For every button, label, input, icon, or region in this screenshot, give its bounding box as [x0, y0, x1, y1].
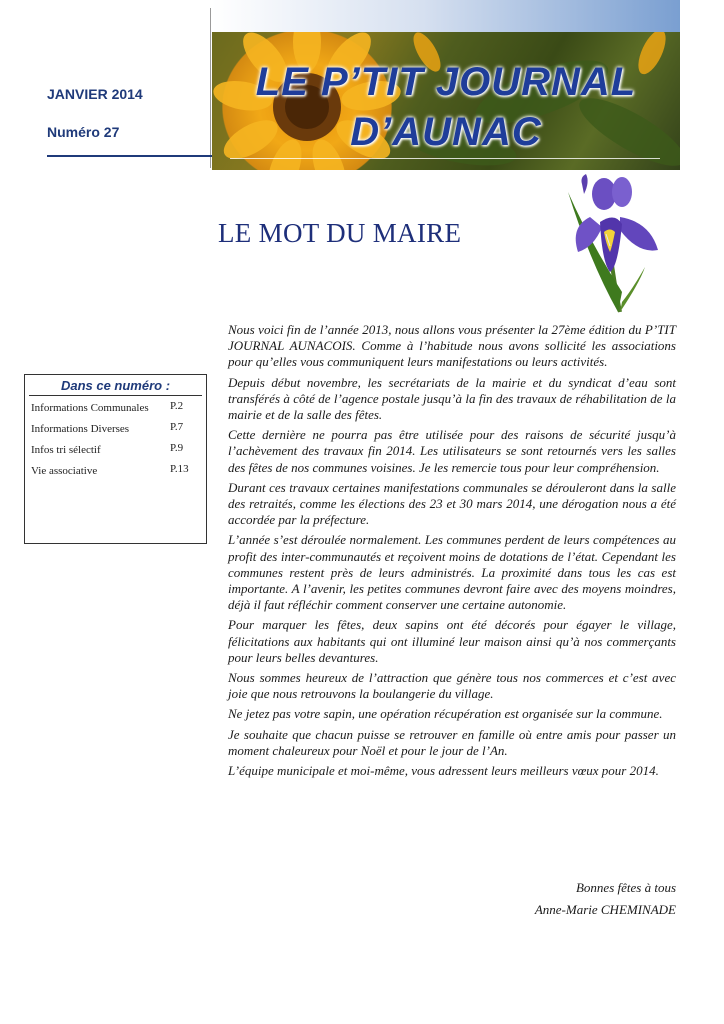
iris-flower-icon — [560, 172, 670, 317]
toc-item-page: P.2 — [170, 400, 184, 412]
title-underline — [230, 158, 660, 159]
toc-item-page: P.13 — [170, 463, 189, 475]
letter-paragraph: Cette dernière ne pourra pas être utilisée pour des raisons de sécurité jusqu’à l’achèvement des travaux fin 2014. Les utilisateurs se sont retournés vers les salles des fêtes de nos communes voisines. Je les remercie tous pour leur compréhension. — [228, 427, 676, 475]
sunflower-banner — [212, 32, 680, 170]
letter-paragraph: Depuis début novembre, les secrétariats de la mairie et du syndicat d’eau sont transférés à côté de l’agence postale jusqu’à la fin des travaux de réhabilitation de la mairie et de la salle des fêtes. — [228, 374, 676, 423]
letter-paragraph: L’équipe municipale et moi-même, vous adressent leurs meilleurs vœux pour 2014. — [228, 763, 659, 779]
letter-paragraph: Nous voici fin de l’année 2013, nous allons vous présenter la 27ème édition du P’TIT JOURNAL AUNACOIS. Comme à l’habitude nous avons sollicité les associations pour qu’elles vous communiquent leurs manifestations ou leurs activités. — [228, 322, 676, 370]
issue-number: Numéro 27 — [47, 124, 120, 140]
mayor-letter — [228, 322, 676, 783]
journal-title-line2: D’AUNAC — [350, 110, 542, 154]
letter-paragraph: L’année s’est déroulée normalement. Les communes perdent de leurs compétences au profit des inter-communautés et reçoivent moins de dotations de l’état. Cependant les communes restent près de leurs administrés. La proximité dans tous les cas est importante. A l’avenir, les petites communes devront faire avec des moyens moindres, déjà il faut réfléchir comment conserver une certaine autonomie. — [228, 532, 676, 613]
header-divider-vertical — [210, 8, 211, 168]
header-gradient-bar — [212, 0, 680, 32]
toc-item[interactable] — [25, 417, 206, 438]
letter-paragraph: Je souhaite que chacun puisse se retrouver en famille où entre amis pour passer un moment chaleureux pour Noël et pour le jour de l’An. — [228, 726, 676, 758]
toc-item-label: Informations Diverses — [31, 423, 130, 435]
journal-title-line1: LE P’TIT JOURNAL — [255, 60, 637, 104]
toc-item-page: P.9 — [170, 442, 184, 454]
letter-paragraph: Pour marquer les fêtes, deux sapins ont été décorés pour égayer le village, félicitations aux habitants qui ont illuminé leur maison ainsi qu’à nos commerçants pour leurs belles devantures. — [228, 617, 676, 665]
toc-item-label: Informations Communales — [31, 402, 149, 414]
toc-item-label: Vie associative — [31, 465, 98, 477]
signoff-greeting: Bonnes fêtes à tous — [575, 880, 676, 895]
letter-paragraph: Nous sommes heureux de l’attraction que génère tous nos commerces et c’est avec joie que nous retrouvons la boulangerie du village. — [228, 670, 676, 702]
toc-item[interactable] — [25, 438, 206, 459]
table-of-contents — [24, 374, 207, 544]
header-divider-horizontal — [47, 155, 212, 157]
issue-date: JANVIER 2014 — [47, 86, 143, 102]
section-title: LE MOT DU MAIRE — [218, 218, 462, 248]
letter-paragraph: Ne jetez pas votre sapin, une opération récupération est organisée sur la commune. — [228, 706, 663, 722]
toc-item[interactable] — [25, 396, 206, 417]
toc-item[interactable] — [25, 459, 206, 480]
signoff-name: Anne-Marie CHEMINADE — [534, 902, 676, 917]
toc-item-page: P.7 — [170, 421, 184, 433]
toc-item-label: Infos tri sélectif — [31, 444, 101, 456]
letter-paragraph: Durant ces travaux certaines manifestations communales se dérouleront dans la salle des retraités, comme les élections des 23 et 30 mars 2014, une dérogation nous a été accordée par la préfecture. — [228, 479, 676, 528]
toc-heading: Dans ce numéro : — [60, 378, 171, 393]
